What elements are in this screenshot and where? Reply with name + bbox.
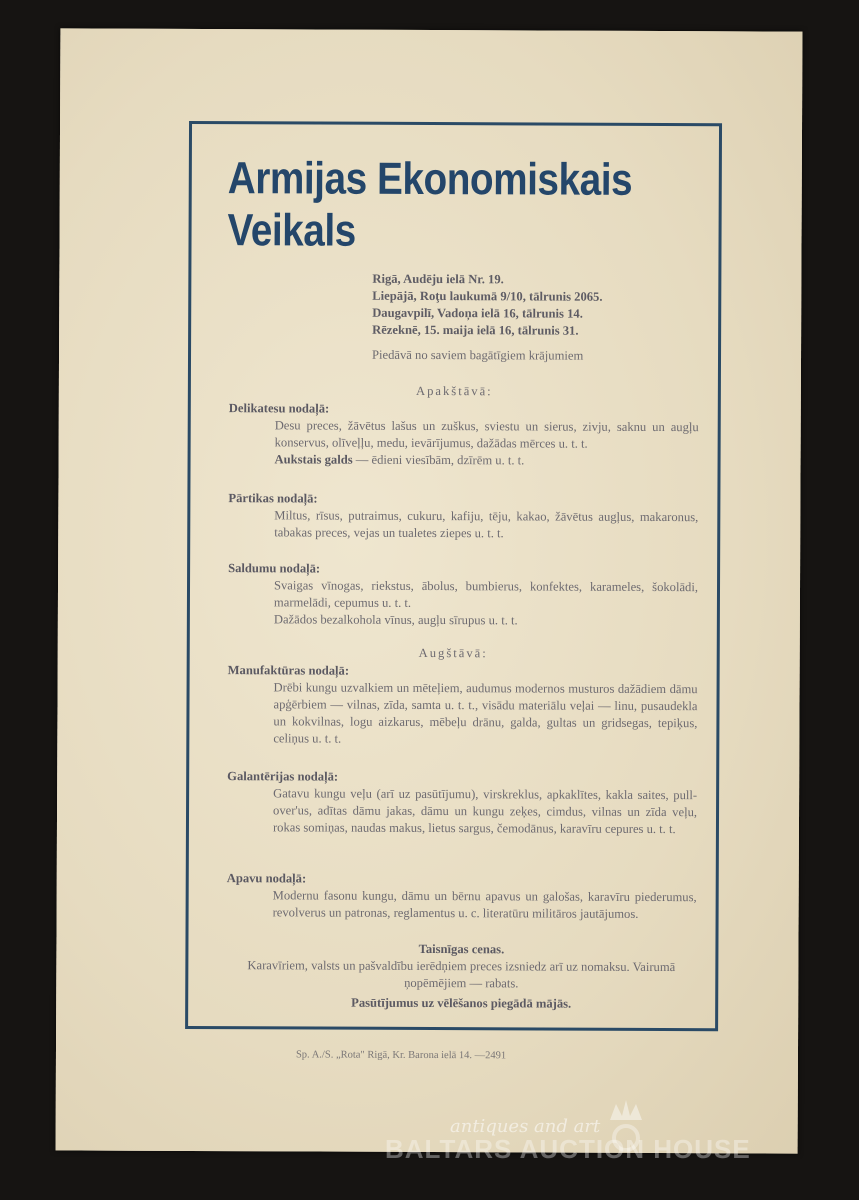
shoes-section: Apavu nodaļā: Modernu fasonu kungu, dāmu un bērnu apavus un galošas, karavīru piederumus, revolverus un patronas, reglamentus u. c. literatūru militāros jautājumos. — [226, 871, 697, 921]
watermark-script: antiques and art — [450, 1116, 601, 1137]
ground-floor-heading: Apakštāvā: — [416, 383, 493, 399]
watermark-house: BALTARS AUCTION HOUSE — [385, 1134, 751, 1164]
address-liepaja: Liepājā, Roţu laukumā 9/10, tālrunis 2065. — [372, 288, 603, 304]
address-daugavpils: Daugavpilī, Vadoņa ielā 16, tālrunis 14. — [372, 305, 583, 321]
food-section: Pārtikas nodaļā: Miltus, rīsus, putraimus, cukuru, kafiju, tēju, kakao, žāvētus augļus, makaronus, tabakas preces, vejas un tualetes ziepes u. t. t. — [228, 491, 699, 541]
fair-prices: Taisnīgas cenas. — [418, 941, 505, 957]
delivery-note: Pasūtījumus uz vēlēšanos piegādā mājās. — [351, 995, 572, 1011]
leaflet-page — [56, 28, 803, 1153]
upper-floor-heading: Augštāvā: — [418, 645, 488, 661]
address-rezekne: Rēzeknē, 15. maija ielā 16, tālrunis 31. — [372, 322, 579, 338]
credit-note: Karavīriem, valsts un pašvaldību ierēdņiem preces izsniedz arī uz nomaksu. Vairumā ņopēmējiem — rabats. — [247, 958, 676, 991]
closing-notes — [226, 940, 696, 1013]
store-title: Armijas Ekonomiskais Veikals — [227, 152, 633, 256]
address-list — [372, 271, 712, 340]
delicatessen-section: Delikatesu nodaļā: Desu preces, žāvētus lašus un zuškus, sviestu un sierus, zivju, saknu un augļu konservus, olīveļļu, medu, ievārījumus, dažādas mērces u. t. t. Aukstais galds — ēdieni viesībām, dzīrēm u. t. t. — [228, 401, 699, 468]
offer-line: Piedāvā no saviem bagātīgiem krājumiem — [371, 347, 584, 363]
advert-frame — [185, 121, 722, 1031]
address-riga: Rigā, Audēju ielā Nr. 19. — [372, 271, 504, 287]
printer-imprint: Sp. A./S. „Rota" Rigā, Kr. Barona ielā 14. —2491 — [295, 1049, 507, 1062]
sweets-section: Saldumu nodaļā: Svaigas vīnogas, riekstus, ābolus, bumbierus, konfektes, karameles, šokolādi, marmelādi, cepumus u. t. t. Dažādos bezalkohola vīnus, augļu sīrupus u. t. t. — [228, 561, 699, 628]
textiles-section: Manufaktūras nodaļā: Drēbi kungu uzvalkiem un mēteļiem, audumus modernos musturos dažādiem dāmu apģērbiem — vilnas, zīda, samta u. t. t., visādu materiālu veļai — linu, pusaudekla un kokvilnas, logu aizkarus, mēbeļu drānu, galda, gultas un gridsegas, tepiķus, celiņus u. t. t. — [227, 663, 698, 746]
haberdashery-section: Galantērijas nodaļā: Gatavu kungu veļu (arī uz pasūtījumu), virskreklus, apkaklītes, kakla saites, pull-over'us, adītas dāmu jakas, dāmu un kungu zeķes, cimdus, vilnas un zīda veļu, rokas somiņas, naudas makus, lietus sargus, čemodānus, karavīru cepures u. t. t. — [227, 769, 698, 837]
